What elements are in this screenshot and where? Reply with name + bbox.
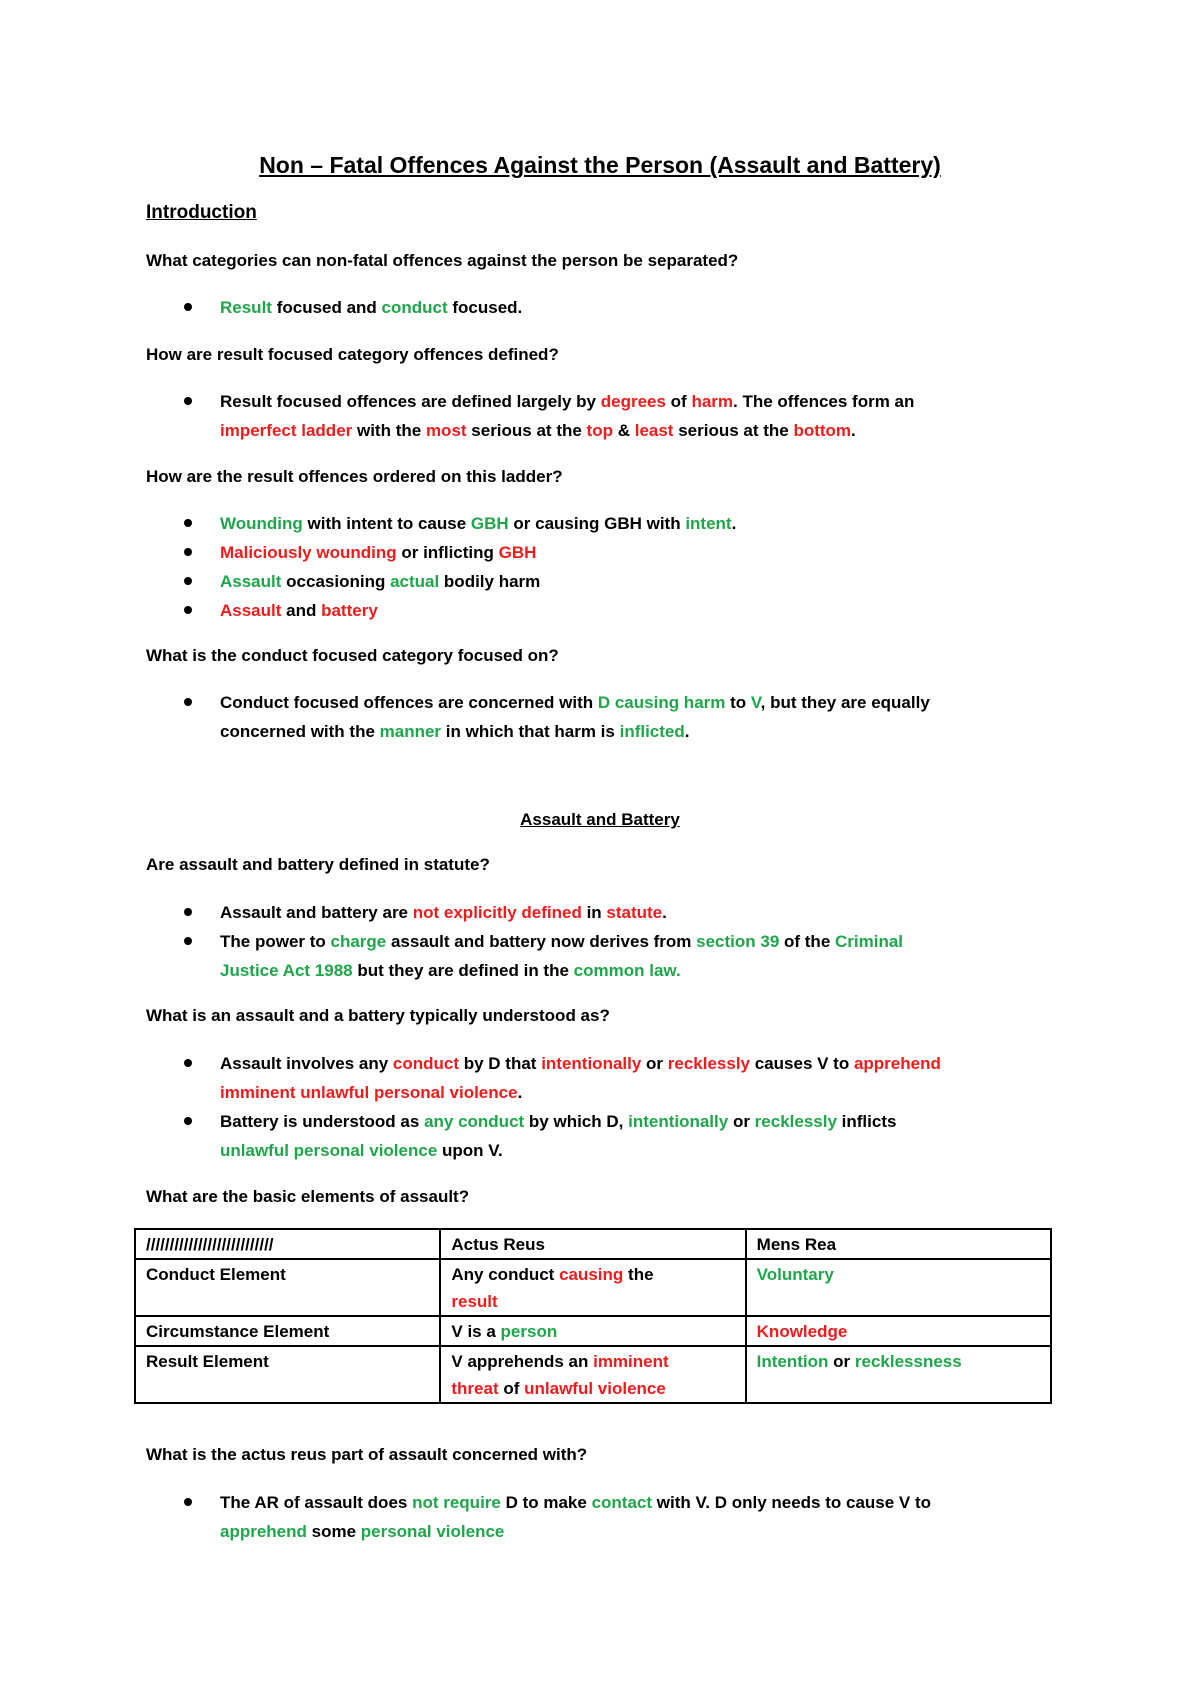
text-run: of — [498, 1379, 525, 1398]
highlight-red: threat — [451, 1379, 499, 1398]
highlight-red: imminent — [593, 1352, 669, 1371]
highlight-red: harm — [691, 392, 734, 411]
highlight-red: imminent unlawful personal violence — [220, 1083, 518, 1102]
highlight-green: Result — [220, 298, 272, 317]
highlight-red: recklessly — [667, 1054, 751, 1073]
bullet-text-continued — [220, 717, 1046, 746]
bullet-icon — [184, 1117, 192, 1125]
highlight-red: Knowledge — [756, 1322, 848, 1341]
table-row — [135, 1259, 1051, 1316]
bullet-item — [146, 898, 1046, 927]
text-run: to — [725, 693, 751, 712]
highlight-green: common law. — [573, 961, 681, 980]
question-understood-as: What is an assault and a battery typically understood as? — [146, 1006, 610, 1025]
table-row — [135, 1346, 1051, 1403]
bullet-text-continued — [220, 956, 1046, 985]
highlight-green: Justice Act 1988 — [220, 961, 353, 980]
text-run: The power to — [220, 932, 331, 951]
text-run: of the — [779, 932, 835, 951]
highlight-red: intentionally — [541, 1054, 642, 1073]
page-title: Non – Fatal Offences Against the Person (Assault and Battery) — [259, 152, 941, 178]
highlight-red: conduct — [392, 1054, 460, 1073]
text-run: . — [731, 514, 737, 533]
text-run: D to make — [500, 1493, 592, 1512]
text-run: Conduct Element — [146, 1265, 286, 1284]
table-cell — [746, 1316, 1051, 1346]
bullet-item — [146, 1107, 1046, 1165]
bullet-text-continued — [220, 1517, 1046, 1546]
bullet-text — [220, 898, 1046, 927]
text-run: or — [728, 1112, 755, 1131]
highlight-green: any conduct — [424, 1112, 525, 1131]
text-run: or inflicting — [396, 543, 499, 562]
question-result-defined: How are result focused category offences defined? — [146, 345, 559, 364]
table-cell — [440, 1259, 745, 1316]
bullet-icon — [184, 1059, 192, 1067]
bullet-text — [220, 538, 1046, 567]
bullet-text — [220, 596, 1046, 625]
highlight-green: recklessness — [854, 1352, 962, 1371]
text-run: but they are defined in the — [352, 961, 574, 980]
bullet-text — [220, 1107, 1046, 1136]
bullet-item — [146, 538, 1046, 567]
text-run: causes V to — [750, 1054, 854, 1073]
bullet-text-continued — [220, 416, 1046, 445]
bullet-item — [146, 567, 1046, 596]
highlight-red: top — [586, 421, 613, 440]
highlight-red: Maliciously wounding — [220, 543, 397, 562]
text-run: & — [612, 421, 635, 440]
bullet-text — [220, 567, 1046, 596]
section-heading-introduction: Introduction — [146, 202, 257, 223]
text-run: concerned with the — [220, 722, 380, 741]
text-run: occasioning — [281, 572, 391, 591]
highlight-green: GBH — [470, 514, 509, 533]
highlight-red: degrees — [600, 392, 666, 411]
text-run: . — [662, 903, 667, 922]
text-run: , but they are equally — [760, 693, 930, 712]
bullet-text — [220, 293, 1046, 322]
question-statute: Are assault and battery defined in statute? — [146, 855, 490, 874]
bullet-icon — [184, 548, 192, 556]
table-cell — [135, 1259, 440, 1316]
highlight-green: contact — [591, 1493, 653, 1512]
highlight-green: Intention — [756, 1352, 829, 1371]
text-run: Any conduct — [451, 1265, 560, 1284]
text-run: inflicts — [836, 1112, 897, 1131]
highlight-red: GBH — [498, 543, 537, 562]
text-run: assault and battery now derives from — [386, 932, 697, 951]
highlight-red: battery — [321, 601, 378, 620]
table-cell — [746, 1346, 1051, 1403]
text-run: bodily harm — [439, 572, 541, 591]
highlight-green: Voluntary — [756, 1265, 834, 1284]
table-header-cell — [746, 1229, 1051, 1259]
text-run: or — [828, 1352, 855, 1371]
text-run: V is a — [451, 1322, 501, 1341]
table-header-cell — [440, 1229, 745, 1259]
text-run: or — [641, 1054, 668, 1073]
question-actus-reus: What is the actus reus part of assault concerned with? — [146, 1445, 588, 1464]
bullet-item — [146, 927, 1046, 985]
highlight-red: least — [634, 421, 674, 440]
text-run: upon V. — [437, 1141, 503, 1160]
bullet-icon — [184, 698, 192, 706]
highlight-red: most — [425, 421, 467, 440]
question-categories: What categories can non-fatal offences against the person be separated? — [146, 251, 739, 270]
highlight-red: apprehend — [853, 1054, 941, 1073]
text-run: . The offences form an — [733, 392, 915, 411]
text-run: Conduct focused offences are concerned with — [220, 693, 598, 712]
highlight-green: manner — [379, 722, 442, 741]
text-run: the — [623, 1265, 654, 1284]
text-run: Assault and battery are — [220, 903, 413, 922]
text-run: V apprehends an — [451, 1352, 594, 1371]
bullet-item — [146, 1488, 1046, 1546]
highlight-green: personal violence — [360, 1522, 505, 1541]
highlight-red: Assault — [220, 601, 282, 620]
text-run: with the — [352, 421, 426, 440]
bullet-icon — [184, 303, 192, 311]
text-run: with intent to cause — [302, 514, 471, 533]
table-header-row — [135, 1229, 1051, 1259]
text-run: Actus Reus — [451, 1235, 545, 1254]
highlight-green: intentionally — [628, 1112, 729, 1131]
bullet-icon — [184, 937, 192, 945]
highlight-red: result — [451, 1292, 498, 1311]
bullet-icon — [184, 519, 192, 527]
question-conduct-focus: What is the conduct focused category focused on? — [146, 646, 559, 665]
table-cell — [135, 1316, 440, 1346]
text-run: in — [581, 903, 607, 922]
bullet-text — [220, 927, 1046, 956]
highlight-green: Wounding — [220, 514, 303, 533]
highlight-green: charge — [330, 932, 387, 951]
text-run: . — [684, 722, 690, 741]
text-run: serious at the — [673, 421, 794, 440]
highlight-green: inflicted — [619, 722, 685, 741]
highlight-green: recklessly — [754, 1112, 837, 1131]
highlight-green: intent — [685, 514, 732, 533]
text-run: or causing GBH with — [508, 514, 686, 533]
text-run: with V. D only needs to cause V to — [652, 1493, 932, 1512]
highlight-green: apprehend — [220, 1522, 307, 1541]
text-run: in which that harm is — [441, 722, 620, 741]
table-cell — [440, 1316, 745, 1346]
highlight-red: unlawful violence — [524, 1379, 666, 1398]
highlight-red: causing — [559, 1265, 624, 1284]
bullet-text-continued — [220, 1136, 1046, 1165]
question-basic-elements: What are the basic elements of assault? — [146, 1187, 470, 1206]
highlight-red: imperfect ladder — [220, 421, 353, 440]
bullet-icon — [184, 908, 192, 916]
highlight-green: D causing harm — [597, 693, 726, 712]
bullet-icon — [184, 1498, 192, 1506]
elements-table — [134, 1228, 1052, 1404]
table-cell — [135, 1346, 440, 1403]
text-run: focused. — [447, 298, 523, 317]
section-heading-assault-battery: Assault and Battery — [520, 810, 680, 829]
highlight-green: V — [750, 693, 761, 712]
text-run: . — [851, 421, 856, 440]
text-run: The AR of assault does — [220, 1493, 413, 1512]
bullet-text — [220, 387, 1046, 416]
bullet-item — [146, 509, 1046, 538]
table-cell — [440, 1346, 745, 1403]
bullet-text — [220, 1049, 1046, 1078]
text-run: serious at the — [466, 421, 587, 440]
highlight-green: Criminal — [835, 932, 904, 951]
text-run: by which D, — [524, 1112, 629, 1131]
highlight-red: statute — [606, 903, 663, 922]
highlight-green: actual — [390, 572, 440, 591]
text-run: Result focused offences are defined largely by — [220, 392, 601, 411]
highlight-green: section 39 — [696, 932, 780, 951]
bullet-text — [220, 688, 1046, 717]
bullet-icon — [184, 577, 192, 585]
highlight-red: bottom — [793, 421, 852, 440]
text-run: some — [306, 1522, 361, 1541]
bullet-text — [220, 1488, 1046, 1517]
highlight-red: not explicitly defined — [412, 903, 582, 922]
table-row — [135, 1316, 1051, 1346]
text-run: Circumstance Element — [146, 1322, 330, 1341]
bullet-item — [146, 1049, 1046, 1107]
text-run: and — [281, 601, 322, 620]
text-run: Mens Rea — [756, 1235, 837, 1254]
bullet-item — [146, 688, 1046, 746]
bullet-item — [146, 596, 1046, 625]
text-run: Assault involves any — [220, 1054, 393, 1073]
bullet-item — [146, 293, 1046, 322]
text-run: /////////////////////////// — [146, 1235, 274, 1254]
bullet-text-continued — [220, 1078, 1046, 1107]
bullet-icon — [184, 397, 192, 405]
text-run: focused and — [271, 298, 382, 317]
table-cell — [746, 1259, 1051, 1316]
bullet-icon — [184, 606, 192, 614]
bullet-text — [220, 509, 1046, 538]
bullet-item — [146, 387, 1046, 445]
highlight-green: person — [500, 1322, 558, 1341]
highlight-green: Assault — [220, 572, 282, 591]
text-run: . — [517, 1083, 523, 1102]
question-ladder-order: How are the result offences ordered on this ladder? — [146, 467, 563, 486]
table-header-cell — [135, 1229, 440, 1259]
highlight-green: unlawful personal violence — [220, 1141, 438, 1160]
text-run: Result Element — [146, 1352, 269, 1371]
text-run: Battery is understood as — [220, 1112, 425, 1131]
highlight-green: conduct — [381, 298, 448, 317]
highlight-green: not require — [412, 1493, 501, 1512]
text-run: by D that — [459, 1054, 542, 1073]
text-run: of — [665, 392, 692, 411]
